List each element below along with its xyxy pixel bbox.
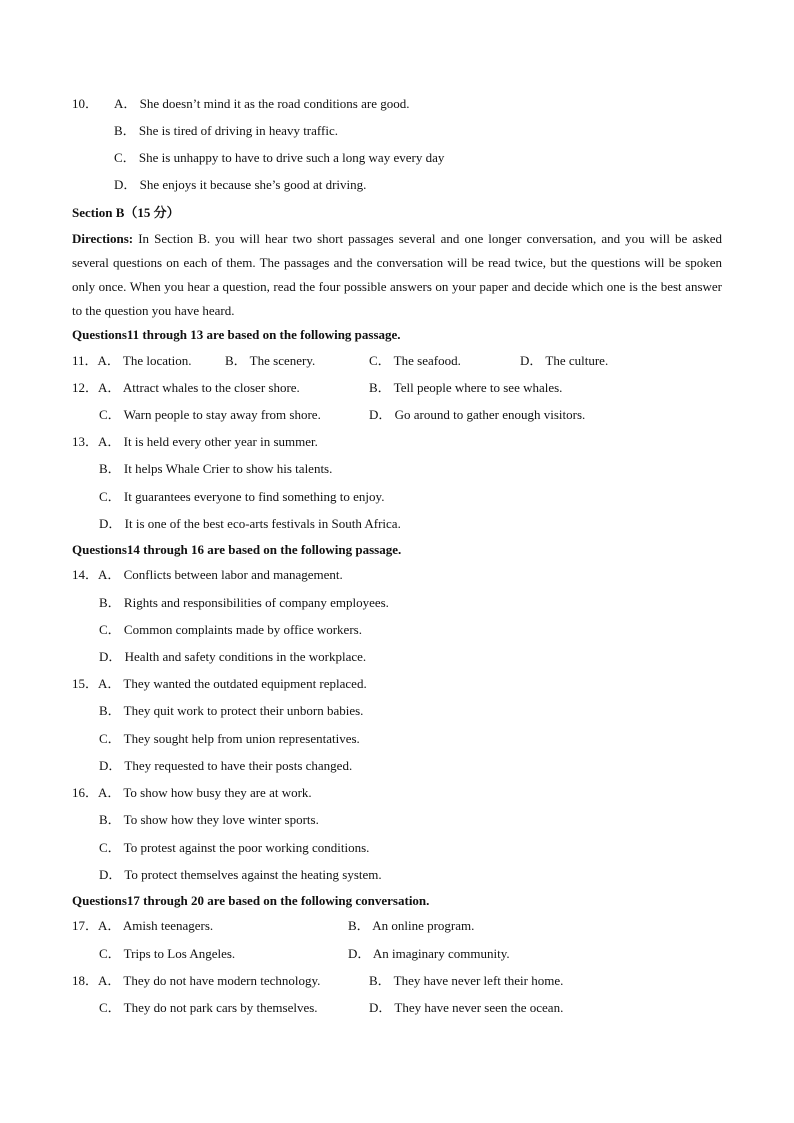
question-18-option-a: 18．A． They do not have modern technology. [72, 973, 321, 988]
question-11-option-b: B． The scenery. [225, 353, 316, 368]
question-18-option-c: C． They do not park cars by themselves. [99, 1000, 318, 1015]
question-11-option-a: 11．A． The location. [72, 353, 192, 368]
question-10-number: 10． [72, 96, 99, 111]
question-16-option-b: B． To show how they love winter sports. [99, 812, 319, 827]
question-12-option-a: 12．A． Attract whales to the closer shore. [72, 380, 300, 395]
question-17-option-b: B． An online program. [348, 918, 475, 933]
question-10-option-d: D． She enjoys it because she’s good at driving. [114, 177, 367, 192]
question-17-option-a: 17．A． Amish teenagers. [72, 918, 214, 933]
question-15-option-c: C． They sought help from union representatives. [99, 731, 360, 746]
question-13-option-b: B． It helps Whale Crier to show his talents. [99, 461, 333, 476]
section-b-title: Section B（15 分） [72, 205, 180, 220]
question-17-option-d: D． An imaginary community. [348, 946, 510, 961]
directions-label: Directions: [72, 231, 134, 246]
group-2-heading: Questions14 through 16 are based on the following passage. [72, 542, 402, 557]
question-13-option-c: C． It guarantees everyone to find something to enjoy. [99, 489, 385, 504]
question-12-option-b: B． Tell people where to see whales. [369, 380, 563, 395]
question-14-option-d: D． Health and safety conditions in the workplace. [99, 649, 367, 664]
question-10-option-c: C． She is unhappy to have to drive such a long way every day [114, 150, 445, 165]
group-3-heading: Questions17 through 20 are based on the following conversation. [72, 893, 430, 908]
question-16-option-c: C． To protest against the poor working conditions. [99, 840, 370, 855]
question-15-option-b: B． They quit work to protect their unborn babies. [99, 703, 364, 718]
section-b-directions [72, 227, 722, 323]
question-15-option-d: D． They requested to have their posts changed. [99, 758, 353, 773]
question-12-option-c: C． Warn people to stay away from shore. [99, 407, 321, 422]
question-15-option-a: 15．A． They wanted the outdated equipment replaced. [72, 676, 367, 691]
question-14-option-b: B． Rights and responsibilities of company employees. [99, 595, 389, 610]
group-1-heading: Questions11 through 13 are based on the following passage. [72, 327, 401, 342]
question-12-option-d: D． Go around to gather enough visitors. [369, 407, 586, 422]
question-18-option-b: B． They have never left their home. [369, 973, 564, 988]
question-10-option-b: B． She is tired of driving in heavy traffic. [114, 123, 338, 138]
question-11-option-c: C． The seafood. [369, 353, 461, 368]
question-16-option-d: D． To protect themselves against the heating system. [99, 867, 382, 882]
question-17-option-c: C． Trips to Los Angeles. [99, 946, 236, 961]
question-10-option-a: A． She doesn’t mind it as the road conditions are good. [114, 96, 410, 111]
question-11-option-d: D． The culture. [520, 353, 609, 368]
directions-text: In Section B. you will hear two short passages several and one longer conversation, and you will be asked several questions on each of them. The passages and the conversation will be read twice, but the questions will be spoken only once. When you hear a question, read the four possible answers on your paper and decide which one is the best answer to the question you have heard. [72, 231, 722, 318]
question-18-option-d: D． They have never seen the ocean. [369, 1000, 564, 1015]
question-13-option-a: 13．A． It is held every other year in summer. [72, 434, 318, 449]
question-13-option-d: D． It is one of the best eco-arts festivals in South Africa. [99, 516, 401, 531]
question-14-option-a: 14．A． Conflicts between labor and management. [72, 567, 343, 582]
question-14-option-c: C． Common complaints made by office workers. [99, 622, 362, 637]
question-16-option-a: 16．A． To show how busy they are at work. [72, 785, 312, 800]
